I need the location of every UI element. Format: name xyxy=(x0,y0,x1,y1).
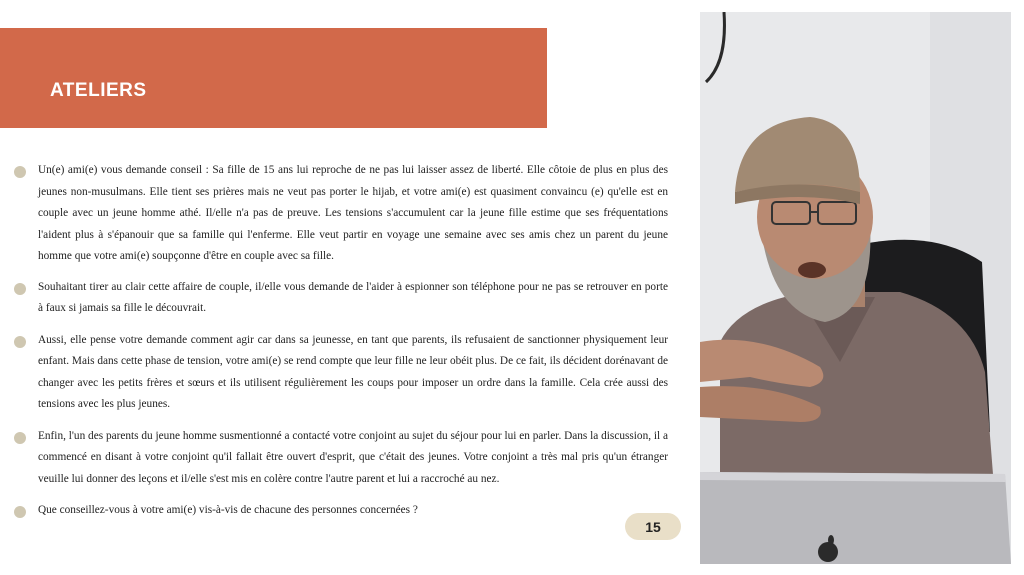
bullet-icon xyxy=(14,432,26,444)
paragraph-5: Que conseillez-vous à votre ami(e) vis-à-vis de chacune des personnes concernées ? xyxy=(38,504,418,516)
paragraph-2: Souhaitant tirer au clair cette affaire de couple, il/elle vous demande de l'aider à espionner son téléphone pour ne pas se retrouver en porte à faux si jamais sa fille le découvrait. xyxy=(38,280,668,314)
list-item xyxy=(14,330,668,416)
paragraph-3: Aussi, elle pense votre demande comment agir car dans sa jeunesse, en tant que parents, ils refusaient de sanctionner physiquement leur enfant. Mais dans cette phase de tension, votre ami(e) se rend compte que leur fille ne leur obéit plus. De ce fait, ils décident dorénavant de changer avec les petits frères et sœurs et ils utilisent régulièrement les coups pour imposer un ordre dans la famille. Cela crée aussi des tensions avec les plus jeunes. xyxy=(38,333,668,410)
webcam-video xyxy=(700,12,1011,564)
slide-content xyxy=(14,160,668,522)
list-item xyxy=(14,426,668,491)
slide-title: ATELIERS xyxy=(50,80,147,101)
page-number-badge: 15 xyxy=(625,513,681,540)
list-item xyxy=(14,160,668,268)
header-banner xyxy=(0,28,547,128)
bullet-icon xyxy=(14,336,26,348)
presenter-video-frame xyxy=(700,12,1011,564)
paragraph-1: Un(e) ami(e) vous demande conseil : Sa fille de 15 ans lui reproche de ne pas lui laisser assez de liberté. Elle côtoie de plus en plus des jeunes non-musulmans. Elle tient ses prières mais ne veut pas porter le hijab, et votre ami(e) est quasiment convaincu (e) qu'elle est en couple avec un jeune homme athé. Il/elle n'a pas de preuve. Les tensions s'accumulent car la jeune fille estime que ses fréquentations l'aident plus à s'épanouir que sa famille qui l'enferme. Elle veut partir en voyage une semaine avec ses amis chez un parent du jeune homme que votre ami(e) soupçonne d'être en couple avec sa fille. xyxy=(38,164,668,262)
bullet-icon xyxy=(14,166,26,178)
paragraph-4: Enfin, l'un des parents du jeune homme susmentionné a contacté votre conjoint au sujet du séjour pour lui en parler. Dans la discussion, il a commencé en disant à votre conjoint qu'il fallait être ouvert d'esprit, que c'était des jeunes. Votre conjoint a très mal pris qu'un étranger veuille lui donner des leçons et il/elle s'est mis en colère contre l'autre parent et lui a raccroché au nez. xyxy=(38,429,668,485)
list-item xyxy=(14,500,668,522)
list-item xyxy=(14,277,668,320)
bullet-icon xyxy=(14,506,26,518)
bullet-icon xyxy=(14,283,26,295)
